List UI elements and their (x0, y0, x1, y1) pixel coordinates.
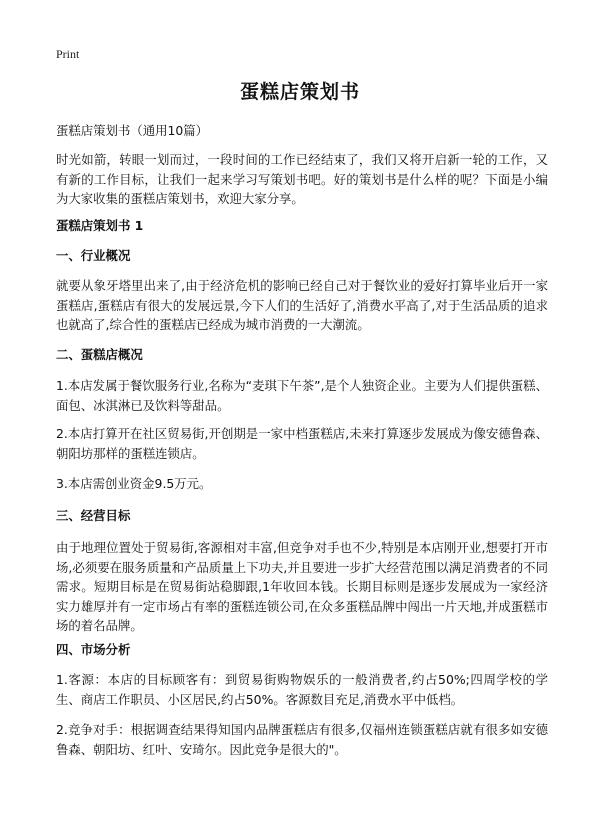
intro-paragraph: 时光如箭，转眼一划而过，一段时间的工作已经结束了，我们又将开启新一轮的工作，又有新的工作目标，让我们一起来学习写策划书吧。好的策划书是什么样的呢？下面是小编为大家收集的蛋糕店策划书，欢迎大家分享。 (56, 152, 548, 206)
section-paragraph: 2.本店打算开在社区贸易街,开创期是一家中档蛋糕店,未来打算逐步发展成为像安德鲁森、朝阳坊那样的蛋糕连锁店。 (56, 426, 548, 461)
section-paragraph: 由于地理位置处于贸易街,客源相对丰富,但竞争对手也不少,特别是本店刚开业,想要打开市场,必须要在服务质量和产品质量上下功夫,并且要进一步扩大经营范围以满足消费者的不同需求。短期目标是在贸易街站稳脚跟,1年收回本钱。长期目标则是逐步发展成为一家经济实力雄厚并有一定市场占有率的蛋糕连锁公司,在众多蛋糕品牌中闯出一片天地,并成蛋糕市场的着名品牌。 (56, 540, 548, 633)
section-paragraph: 2.竞争对手：根据调查结果得知国内品牌蛋糕店有很多,仅福州连锁蛋糕店就有很多如安德鲁森、朝阳坊、红叶、安琦尔。因此竞争是很大的"。 (56, 722, 548, 757)
section-paragraph: 3.本店需创业资金9.5万元。 (56, 476, 212, 491)
document-title: 蛋糕店策划书 (239, 81, 360, 103)
section-heading-goals: 三、经营目标 (56, 508, 131, 523)
section-paragraph: 1.本店发属于餐饮服务行业,名称为“麦琪下午茶”,是个人独资企业。主要为人们提供蛋糕、面包、冰淇淋已及饮料等甜品。 (56, 378, 548, 413)
print-link[interactable]: Print (56, 47, 80, 61)
section-paragraph: 1.客源：本店的目标顾客有：到贸易街购物娱乐的一般消费者,约占50%;四周学校的学生、商店工作职员、小区居民,约占50%。客源数目充足,消费水平中低档。 (56, 672, 548, 707)
section-heading-industry: 一、行业概况 (56, 248, 131, 263)
section-paragraph: 就要从象牙塔里出来了,由于经济危机的影响已经自己对于餐饮业的爱好打算毕业后开一家蛋糕店,蛋糕店有很大的发展远景,今下人们的生活好了,消费水平高了,对于生活品质的追求也就高了,综合性的蛋糕店已经成为城市消费的一大潮流。 (56, 278, 548, 332)
document-subtitle: 蛋糕店策划书（通用10篇） (56, 123, 209, 138)
plan-heading: 蛋糕店策划书 1 (56, 218, 144, 233)
section-heading-shop-overview: 二、蛋糕店概况 (56, 347, 143, 362)
section-heading-market-analysis: 四、市场分析 (56, 642, 131, 657)
